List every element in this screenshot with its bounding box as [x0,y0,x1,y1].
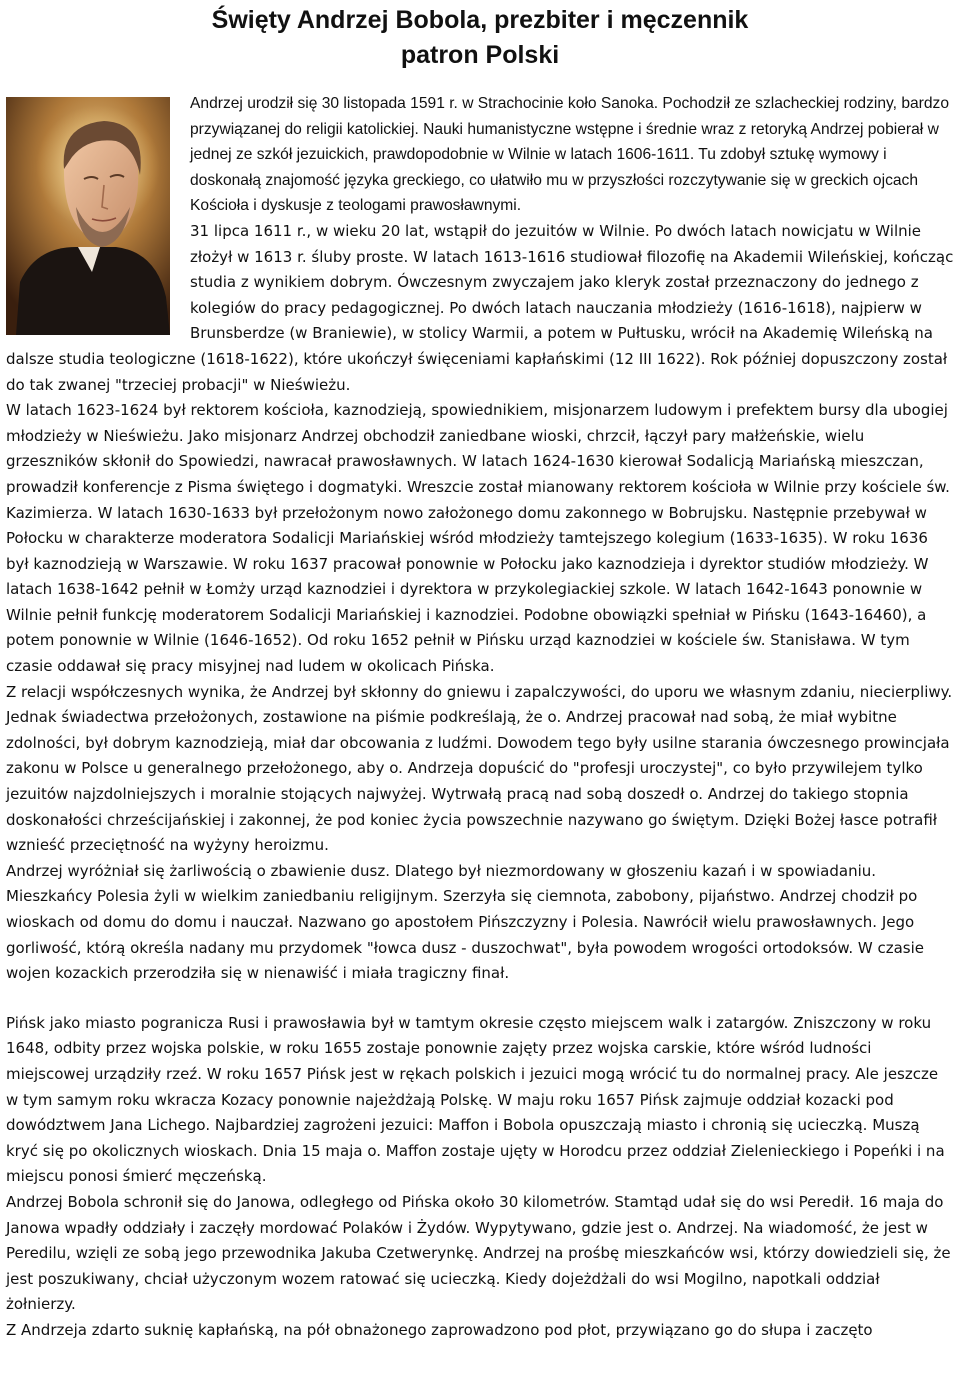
paragraph-ministry: W latach 1623-1624 był rektorem kościoła, kaznodzieją, spowiednikiem, misjonarzem ludowym i prefektem bursy dla ubogiej młodzieży w Nieświeżu. Jako misjonarz Andrzej obchodził zaniedbane wioski, chrzcił, łączył pary małżeńskie, wielu grzeszników skłonił do Spowiedzi, nawracał prawosławnych. W latach 1624-1630 kierował Sodalicją Mariańską mieszczan, prowadził konferencje z Pisma świętego i dogmatyki. Wreszcie został mianowany rektorem kościoła w Wilnie przy kościele św. Kazimierza. W latach 1630-1633 był przełożonym nowo założonego domu zakonnego w Bobrujsku. Następnie przebywał w Połocku w charakterze moderatora Sodalicji Mariańskiej wśród młodzieży tamtejszego kolegium (1633-1635). W roku 1636 był kaznodzieją w Warszawie. W roku 1637 pracował ponownie w Połocku jako kaznodzieja i dyrektor studiów młodzieży. W latach 1638-1642 pełnił w Łomży urząd kaznodziei i dyrektora w przykolegiackiej szkole. W latach 1642-1643 ponownie w Wilnie pełnił funkcję moderatorem Sodalicji Mariańskiej i kaznodziei. Podobne obowiązki spełniał w Pińsku (1643-16460), a potem ponownie w Wilnie (1646-1652). Od roku 1652 pełnił w Pińsku urząd kaznodziei w kościele św. Stanisława. W tym czasie oddawał się pracy misyjnej nad ludem w okolicach Pińska. [6,401,950,676]
paragraph-novitiate: 31 lipca 1611 r., w wieku 20 lat, wstąpił do jezuitów w Wilnie. Po dwóch latach nowicjatu w Wilnie złożył w 1613 r. śluby proste. W latach 1613-1616 studiował filozofię na Akademii Wileńskiej, kończąc studia z wynikiem dobrym. Ówczesnym zwyczajem jako kleryk został przeznaczony do jednego z kolegiów do pracy pedagogicznej. Po dwóch latach nauczania młodzieży (1616-1618), najpierw w Brunsberdze (w Braniewie), w stolicy Warmii, a potem w Pułtusku, wrócił na Akademię Wileńską na dalsze studia teologiczne (1618-1622), które ukończył święceniami kapłańskimi (12 III 1622). Rok później dopuszczony został do tak zwanej "trzeciej probacji" w Nieświeżu. [6,221,954,394]
lead-paragraph: Andrzej urodził się 30 listopada 1591 r. w Strachocinie koło Sanoka. Pochodził ze szlacheckiej rodziny, bardzo przywiązanej do religii katolickiej. Nauki humanistyczne wstępne i średnie wraz z retoryką Andrzej pobierał w jednej ze szkół jezuickich, prawdopodobnie w Wilnie w latach 1606-1611. Tu zdobył sztukę wymowy i doskonałą znajomość języka greckiego, co ułatwiło mu w przyszłości rozczytywanie się w greckich ojcach Kościoła i dyskusje z teologami prawosławnymi. [190,95,950,215]
saint-portrait [6,97,170,335]
paragraph-janow: Andrzej Bobola schronił się do Janowa, odległego od Pińska około 30 kilometrów. Stamtąd udał się do wsi Peredił. 16 maja do Janowa wpadły oddziały i zaczęły mordować Polaków i Żydów. Wypytywano, gdzie jest o. Andrzej. Na wiadomość, że jest w Peredilu, wzięli ze sobą jego przewodnika Jakuba Czetwerynkę. Andrzej na prośbę mieszkańców wsi, którzy dowiedzieli się, że jest poszukiwany, chciał użyczonym wozem ratować się ucieczką. Kiedy dojeżdżali do wsi Mogilno, napotkali oddział żołnierzy. [6,1192,951,1314]
article-body [6,91,954,1344]
title-line-1: Święty Andrzej Bobola, prezbiter i męczennik [211,6,749,34]
paragraph-pinsk: Pińsk jako miasto pogranicza Rusi i prawosławia był w tamtym okresie często miejscem walk i zatargów. Zniszczony w roku 1648, odbity przez wojska polskie, w roku 1655 zostaje ponownie zajęty przez wojska carskie, które wśród ludności miejscowej urządziły rzeź. W roku 1657 Pińsk jest w rękach polskich i jezuici mogą wrócić tu do normalnej pracy. Ale jeszcze w tym samym roku wkracza Kozacy ponownie najeżdżają Polskę. W maju roku 1657 Pińsk zajmuje oddział kozacki pod dowództwem Jana Lichego. Najbardziej zagrożeni jezuici: Maffon i Bobola opuszczają miasto i chronią się ucieczką. Muszą kryć się po okolicznych wioskach. Dnia 15 maja o. Maffon zostaje ujęty w Horodcu przez oddział Zielenieckiego i Popeńki i na miejscu ponosi śmierć męczeńską. [6,1013,945,1186]
paragraph-character: Z relacji współczesnych wynika, że Andrzej był skłonny do gniewu i zapalczywości, do uporu we własnym zdaniu, niecierpliwy. Jednak świadectwa przełożonych, zostawione na piśmie podkreślają, że o. Andrzej pracował nad sobą, że miał wybitne zdolności, był dobrym kaznodzieją, miał dar obcowania z ludźmi. Dowodem tego były usilne starania ówczesnego prowincjała zakonu w Polsce u generalnego przełożonego, aby o. Andrzeja dopuścić do "profesji uroczystej", co było przywilejem tylko jezuitów najzdolniejszych i moralnie stojących najwyżej. Wytrwałą pracą nad sobą doszedł o. Andrzej do takiego stopnia doskonałości chrześcijańskiej i zakonnej, że pod koniec życia powszechnie nazywano go świętym. Dzięki Bożej łasce potrafił wznieść przeciętność na wyżyny heroizmu. [6,682,953,855]
page-title [0,3,960,73]
paragraph-gap [6,987,954,1011]
paragraph-capture: Z Andrzeja zdarto suknię kapłańską, na pół obnażonego zaprowadzono pod płot, przywiązano go do słupa i zaczęto [6,1320,873,1339]
paragraph-apostolate: Andrzej wyróżniał się żarliwością o zbawienie dusz. Dlatego był niezmordowany w głoszeniu kazań i w spowiadaniu. Mieszkańcy Polesia żyli w wielkim zaniedbaniu religijnym. Szerzyła się ciemnota, zabobony, pijaństwo. Andrzej chodził po wioskach od domu do domu i nauczał. Nazwano go apostołem Pińszczyzny i Polesia. Nawrócił wielu prawosławnych. Jego gorliwość, którą określa nadany mu przydomek "łowca dusz - duszochwat", była powodem wrogości ortodoksów. W czasie wojen kozackich przerodziła się w nienawiść i miała tragiczny finał. [6,861,924,983]
title-line-2: patron Polski [400,41,560,69]
